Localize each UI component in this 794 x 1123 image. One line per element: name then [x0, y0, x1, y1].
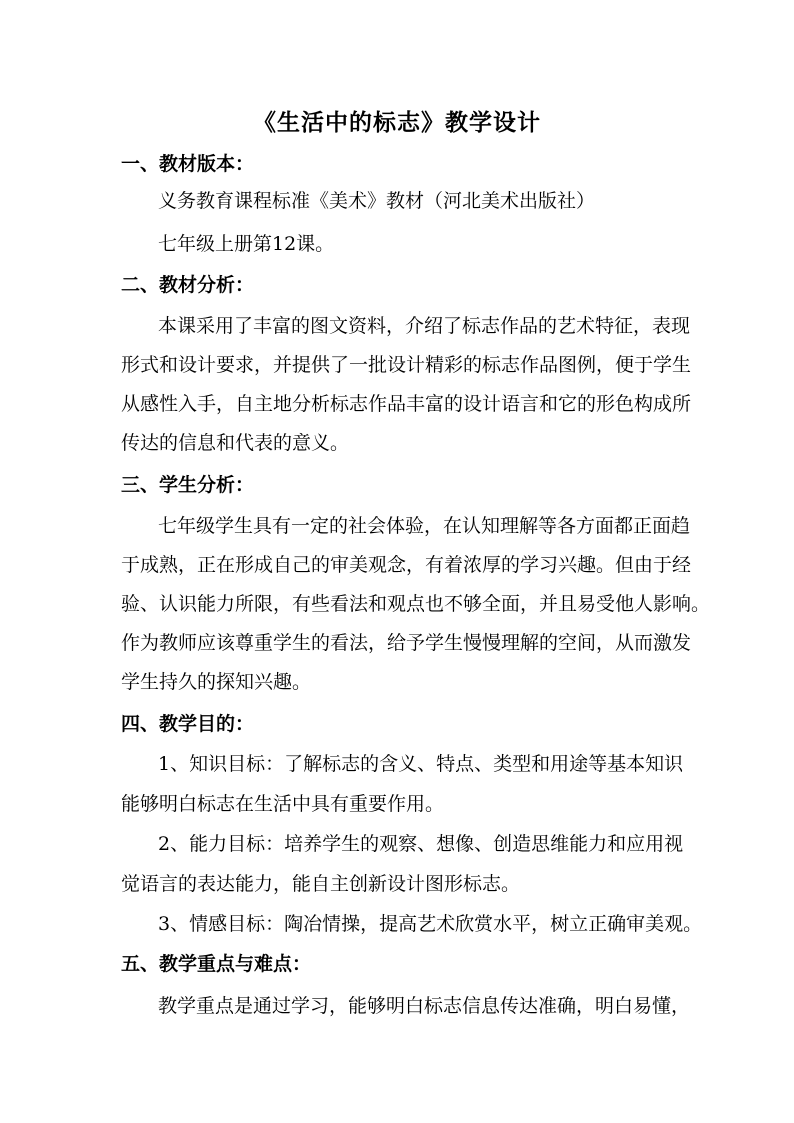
paragraph-line: 作为教师应该尊重学生的看法，给予学生慢慢理解的空间，从而激发: [121, 632, 692, 654]
paragraph-line: 本课采用了丰富的图文资料，介绍了标志作品的艺术特征，表现: [158, 315, 691, 337]
paragraph-line: 于成熟，正在形成自己的审美观念，有着浓厚的学习兴趣。但由于经: [121, 554, 692, 576]
paragraph-line: 传达的信息和代表的意义。: [121, 432, 350, 454]
paragraph-line: 2、能力目标：培养学生的观察、想像、创造思维能力和应用视: [158, 833, 684, 855]
paragraph-line: 从感性入手，自主地分析标志作品丰富的设计语言和它的形色构成所: [121, 393, 692, 415]
paragraph-line: 七年级上册第12课。: [158, 233, 335, 255]
paragraph-line: 3、情感目标：陶冶情操，提高艺术欣赏水平，树立正确审美观。: [158, 913, 703, 935]
paragraph-line: 验、认识能力所限，有些看法和观点也不够全面，并且易受他人影响。: [121, 593, 711, 615]
section-heading-4: 四、教学目的：: [121, 713, 255, 735]
paragraph-line: 学生持久的探知兴趣。: [121, 671, 312, 693]
section-heading-5: 五、教学重点与难点：: [121, 953, 312, 975]
paragraph-line: 教学重点是通过学习，能够明白标志信息传达准确，明白易懂，: [158, 995, 691, 1017]
section-heading-1: 一、教材版本：: [121, 153, 255, 175]
paragraph-line: 七年级学生具有一定的社会体验，在认知理解等各方面都正面趋: [158, 515, 691, 537]
paragraph-line: 觉语言的表达能力，能自主创新设计图形标志。: [121, 873, 521, 895]
paragraph-line: 1、知识目标：了解标志的含义、特点、类型和用途等基本知识: [158, 753, 684, 775]
section-heading-3: 三、学生分析：: [121, 474, 255, 496]
paragraph-line: 义务教育课程标准《美术》教材（河北美术出版社）: [158, 190, 596, 212]
paragraph-line: 能够明白标志在生活中具有重要作用。: [121, 793, 445, 815]
section-heading-2: 二、教材分析：: [121, 274, 255, 296]
paragraph-line: 形式和设计要求，并提供了一批设计精彩的标志作品图例，便于学生: [121, 354, 692, 376]
document-title: 《生活中的标志》教学设计: [253, 109, 541, 136]
